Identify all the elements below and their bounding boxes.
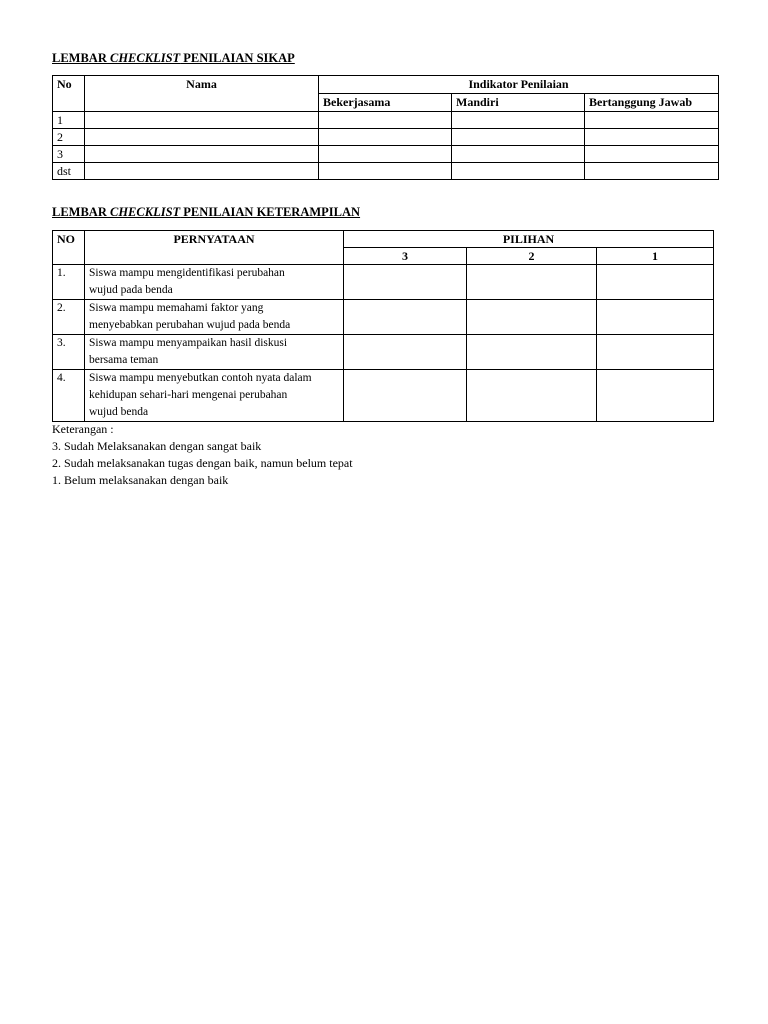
sikap-header-nama: Nama [85, 76, 319, 112]
keterampilan-header-pilihan-2: 2 [467, 248, 597, 265]
keterampilan-row-statement [85, 300, 344, 335]
sikap-title [52, 51, 295, 66]
sikap-header-indikator: Indikator Penilaian [319, 76, 719, 94]
sikap-header-bertanggung-jawab: Bertanggung Jawab [585, 94, 719, 112]
keterampilan-cell [467, 265, 597, 300]
keterampilan-cell [344, 300, 467, 335]
keterampilan-title [52, 205, 360, 220]
sikap-cell-nama [85, 129, 319, 146]
sikap-cell [585, 146, 719, 163]
sikap-row-no: 1 [53, 112, 85, 129]
statement-line: wujud benda [89, 406, 149, 418]
sikap-cell [452, 112, 585, 129]
statement-line: kehidupan sehari-hari mengenai perubahan [89, 389, 288, 401]
sikap-header-no: No [53, 76, 85, 112]
sikap-header-mandiri: Mandiri [452, 94, 585, 112]
keterampilan-cell [467, 300, 597, 335]
keterampilan-header-pilihan-3: 3 [344, 248, 467, 265]
sikap-cell [452, 129, 585, 146]
sikap-title-part1: LEMBAR [52, 51, 110, 65]
keterampilan-cell [344, 265, 467, 300]
statement-line: Siswa mampu memahami faktor yang [89, 302, 264, 314]
keterampilan-cell [597, 335, 714, 370]
keterampilan-cell [467, 335, 597, 370]
table-row [53, 146, 719, 163]
table-row [53, 129, 719, 146]
sikap-cell-nama [85, 146, 319, 163]
statement-line: bersama teman [89, 354, 159, 366]
sikap-row-no: 3 [53, 146, 85, 163]
sikap-cell [585, 112, 719, 129]
sikap-header-bekerjasama: Bekerjasama [319, 94, 452, 112]
sikap-cell [319, 163, 452, 180]
keterampilan-header-no: NO [53, 231, 85, 265]
sikap-cell [319, 129, 452, 146]
statement-line: menyebabkan perubahan wujud pada benda [89, 319, 291, 331]
keterampilan-header-pernyataan: PERNYATAAN [85, 231, 344, 265]
keterampilan-cell [597, 300, 714, 335]
keterampilan-table [52, 230, 714, 422]
sikap-cell-nama [85, 112, 319, 129]
table-row [53, 265, 714, 300]
keterampilan-row-no: 2. [53, 300, 85, 335]
keterampilan-title-part2: PENILAIAN KETERAMPILAN [180, 205, 361, 219]
table-row [53, 112, 719, 129]
keterampilan-title-part1: LEMBAR [52, 205, 110, 219]
keterampilan-cell [597, 265, 714, 300]
sikap-row-no: 2 [53, 129, 85, 146]
sikap-cell [452, 163, 585, 180]
keterampilan-row-statement [85, 370, 344, 422]
keterampilan-cell [467, 370, 597, 422]
keterangan-heading: Keterangan : [52, 422, 114, 436]
keterampilan-row-statement [85, 265, 344, 300]
sikap-cell [319, 146, 452, 163]
keterangan-item: 2. Sudah melaksanakan tugas dengan baik, namun belum tepat [52, 456, 353, 470]
keterampilan-header-pilihan-1: 1 [597, 248, 714, 265]
sikap-title-part2: PENILAIAN SIKAP [180, 51, 295, 65]
table-row [53, 163, 719, 180]
keterampilan-cell [597, 370, 714, 422]
statement-line: Siswa mampu mengidentifikasi perubahan [89, 267, 285, 279]
keterampilan-cell [344, 335, 467, 370]
statement-line: Siswa mampu menyampaikan hasil diskusi [89, 337, 288, 349]
keterangan [52, 421, 353, 489]
keterangan-item: 3. Sudah Melaksanakan dengan sangat baik [52, 439, 262, 453]
sikap-title-italic: CHECKLIST [110, 51, 181, 65]
statement-line: Siswa mampu menyebutkan contoh nyata dalam [89, 372, 312, 384]
sikap-cell [585, 163, 719, 180]
keterampilan-row-no: 1. [53, 265, 85, 300]
keterampilan-header-pilihan: PILIHAN [344, 231, 714, 248]
sikap-row-no: dst [53, 163, 85, 180]
sikap-cell [585, 129, 719, 146]
table-row [53, 300, 714, 335]
sikap-cell [452, 146, 585, 163]
keterampilan-title-italic: CHECKLIST [110, 205, 181, 219]
table-row [53, 335, 714, 370]
sikap-cell [319, 112, 452, 129]
keterampilan-row-no: 3. [53, 335, 85, 370]
sikap-table [52, 75, 719, 180]
keterampilan-row-statement [85, 335, 344, 370]
sikap-cell-nama [85, 163, 319, 180]
table-row [53, 370, 714, 422]
statement-line: wujud pada benda [89, 284, 173, 296]
keterangan-item: 1. Belum melaksanakan dengan baik [52, 473, 229, 487]
keterampilan-cell [344, 370, 467, 422]
keterampilan-row-no: 4. [53, 370, 85, 422]
